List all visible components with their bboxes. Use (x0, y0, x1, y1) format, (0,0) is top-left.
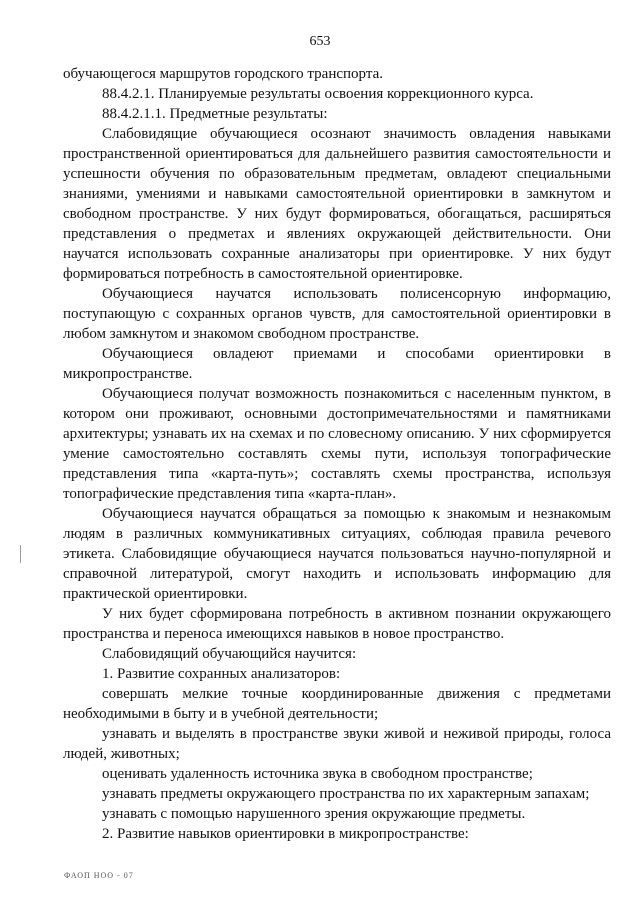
paragraph: обучающегося маршрутов городского транспорта. (63, 66, 383, 82)
paragraph: 88.4.2.1.1. Предметные результаты: (102, 106, 328, 122)
document-body (63, 64, 611, 844)
document-footer: ФАОП НОО - 07 (64, 871, 134, 880)
paragraph: Обучающиеся овладеют приемами и способами ориентировки в микропространстве. (63, 346, 611, 382)
margin-mark (20, 545, 21, 563)
paragraph: Обучающиеся научатся обращаться за помощью к знакомым и незнакомым людям в различных коммуникативных ситуациях, соблюдая правила речевого этикета. Слабовидящие обучающиеся научатся пользоваться научно-популярной и справочной литературой, смогут находить и использовать информацию для практической ориентировки. (63, 506, 611, 602)
paragraph: 2. Развитие навыков ориентировки в микропространстве: (102, 826, 469, 842)
paragraph: узнавать с помощью нарушенного зрения окружающие предметы. (102, 806, 526, 822)
paragraph: узнавать и выделять в пространстве звуки живой и неживой природы, голоса людей, животных; (63, 726, 611, 762)
paragraph: Слабовидящие обучающиеся осознают значимость овладения навыками пространственной ориентироваться для дальнейшего развития самостоятельности и успешности обучения по образовательным предметам, овладеют специальными знаниями, умениями и навыками самостоятельной ориентировки в замкнутом и свободном пространстве. У них будут формироваться, обогащаться, расширяться представления о предметах и явлениях окружающей действительности. Они научатся использовать сохранные анализаторы при ориентировке. У них будут формироваться потребность в самостоятельной ориентировке. (63, 126, 611, 282)
paragraph: совершать мелкие точные координированные движения с предметами необходимыми в быту и в учебной деятельности; (63, 686, 611, 722)
paragraph: Слабовидящий обучающийся научится: (102, 646, 357, 662)
paragraph: оценивать удаленность источника звука в свободном пространстве; (102, 766, 533, 782)
paragraph: узнавать предметы окружающего пространства по их характерным запахам; (102, 786, 590, 802)
paragraph: Обучающиеся получат возможность познакомиться с населенным пунктом, в котором они проживают, основными достопримечательностями и памятниками архитектуры; узнавать их на схемах и по словесному описанию. У них сформируется умение самостоятельно составлять схемы пути, используя топографические представления типа «карта-путь»; составлять схемы пространства, используя топографические представления типа «карта-план». (63, 386, 611, 502)
paragraph: У них будет сформирована потребность в активном познании окружающего пространства и переноса имеющихся навыков в новое пространство. (63, 606, 611, 642)
paragraph: 88.4.2.1. Планируемые результаты освоения коррекционного курса. (102, 86, 534, 102)
paragraph: Обучающиеся научатся использовать полисенсорную информацию, поступающую с сохранных органов чувств, для самостоятельной ориентировки в любом замкнутом и знакомом свободном пространстве. (63, 286, 611, 342)
page-number: 653 (309, 34, 331, 49)
paragraph: 1. Развитие сохранных анализаторов: (102, 666, 341, 682)
